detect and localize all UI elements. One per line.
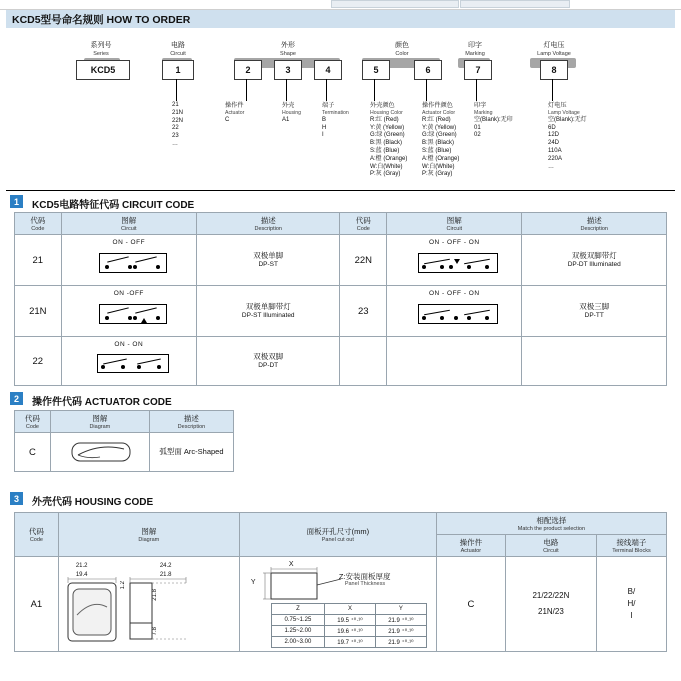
cell-housing-diagram bbox=[58, 557, 239, 652]
panel-dim-x: 19.5 ⁺⁰·¹⁰ bbox=[325, 615, 376, 626]
panel-dim-x: 19.7 ⁺⁰·¹⁰ bbox=[325, 637, 376, 648]
circuit-caption: ON -OFF bbox=[113, 290, 144, 297]
panel-dim-row bbox=[271, 615, 426, 626]
table-row bbox=[15, 286, 667, 337]
cell-code: 21 bbox=[15, 235, 62, 286]
th-circuit-right: 图解 Circuit bbox=[387, 213, 522, 235]
panel-axis-x: X bbox=[288, 561, 294, 568]
order-box-housing: 2 bbox=[234, 60, 262, 80]
th-actuator: 操作件 Actuator bbox=[436, 535, 505, 557]
connector-line bbox=[286, 79, 287, 101]
cell-circuit-diagram-empty bbox=[387, 337, 522, 386]
cell-circuit-diagram bbox=[61, 286, 196, 337]
legend-lamp-voltage: 灯电压 Lamp Voltage 空(Blank):无灯 6D 12D 24D 110A 220A … bbox=[548, 102, 587, 170]
actuator-shape-icon bbox=[52, 435, 148, 469]
connector-line bbox=[476, 79, 477, 101]
panel-note-cn: Z:安装面板厚度 bbox=[338, 572, 391, 581]
panel-dim-header-z: Z bbox=[271, 604, 324, 615]
order-box-housing-color: 5 bbox=[362, 60, 390, 80]
cell-code bbox=[340, 337, 387, 386]
dim-side-218: 21.8 bbox=[151, 589, 158, 601]
panel-dim-header-y: Y bbox=[375, 604, 426, 615]
section-title-1: KCD5电路特征代码 CIRCUIT CODE bbox=[32, 200, 195, 211]
group-caption-marking: 印字 Marking bbox=[465, 42, 485, 58]
match-circuit-line: 21N/23 bbox=[538, 607, 564, 616]
circuit-caption: ON - OFF - ON bbox=[429, 290, 480, 297]
legend-marking: 印字 Marking 空(Blank):无印 01 02 bbox=[474, 102, 513, 139]
panel-note-en: Panel Thickness bbox=[344, 581, 386, 587]
legend-actuator: 操作件 Actuator C bbox=[225, 102, 245, 123]
th-terminal-blocks: 接线端子 Terminal Blocks bbox=[596, 535, 666, 557]
section-title-3: 外壳代码 HOUSING CODE bbox=[32, 497, 154, 508]
th-actuator-desc: 描述 Description bbox=[149, 411, 233, 433]
cell-description: 双极单脚带灯 DP-ST Illuminated bbox=[196, 286, 340, 337]
th-code-left: 代码 Code bbox=[15, 213, 62, 235]
dim-top-left-1: 21.2 bbox=[75, 563, 88, 569]
top-strip-segment bbox=[331, 0, 459, 8]
order-box-actuator-color: 6 bbox=[414, 60, 442, 80]
cell-code: 21N bbox=[15, 286, 62, 337]
top-strip bbox=[0, 0, 681, 10]
page-title-band bbox=[6, 10, 675, 28]
panel-dim-y: 21.9 ⁺⁰·¹⁰ bbox=[375, 615, 426, 626]
cell-description: 双极双脚带灯 DP-DT Illuminated bbox=[522, 235, 667, 286]
th-actuator-code: 代码 Code bbox=[15, 411, 51, 433]
order-box-lamp: 8 bbox=[540, 60, 568, 80]
panel-dim-header-x: X bbox=[325, 604, 376, 615]
cell-housing-code: A1 bbox=[15, 557, 59, 652]
housing-code-table bbox=[14, 512, 667, 652]
panel-cutout-icon bbox=[241, 561, 435, 607]
legend-housing: 外壳 Housing A1 bbox=[282, 102, 302, 123]
order-box-termination: 4 bbox=[314, 60, 342, 80]
housing-drawing-icon bbox=[60, 559, 238, 649]
panel-dim-x: 19.6 ⁺⁰·¹⁰ bbox=[325, 626, 376, 637]
group-caption-circuit: 电路 Circuit bbox=[170, 42, 186, 58]
cell-code: 22 bbox=[15, 337, 62, 386]
panel-dim-header-row bbox=[271, 604, 426, 615]
cell-description: 双极双脚 DP-DT bbox=[196, 337, 340, 386]
connector-line bbox=[374, 79, 375, 101]
connector-line bbox=[326, 79, 327, 101]
table-header-row bbox=[15, 213, 667, 235]
dim-side-small: 1.2 bbox=[119, 581, 126, 590]
group-caption-shape: 外形 Shape bbox=[280, 42, 296, 58]
match-terminal-line: H/ bbox=[627, 599, 636, 608]
table-row bbox=[15, 557, 667, 652]
circuit-caption: ON - OFF bbox=[112, 239, 146, 246]
panel-dim-row bbox=[271, 637, 426, 648]
legend-housing-color: 外壳颜色 Housing Color R:红 (Red) Y:黄 (Yellow) G:绿 (Green) B:黑 (Black) S:蓝 (Blue) A:橙 (Orange) W:白(White) P:灰 (Gray) bbox=[370, 102, 408, 178]
panel-dim-z: 2.00~3.00 bbox=[271, 637, 324, 648]
section-number-3: 3 bbox=[10, 492, 23, 505]
th-desc-right: 描述 Description bbox=[522, 213, 667, 235]
group-caption-series: 系列号 Series bbox=[90, 42, 112, 58]
cell-description-empty bbox=[522, 337, 667, 386]
cell-actuator-desc: 弧型面 Arc-Shaped bbox=[149, 433, 233, 472]
group-caption-lamp-voltage: 灯电压 Lamp Voltage bbox=[537, 42, 571, 58]
top-strip-segment bbox=[460, 0, 570, 8]
th-circuit: 电路 Circuit bbox=[505, 535, 596, 557]
cell-circuit-diagram bbox=[387, 235, 522, 286]
table-header-row bbox=[15, 513, 667, 535]
cell-actuator-code: C bbox=[15, 433, 51, 472]
connector-line bbox=[246, 79, 247, 101]
table-row bbox=[15, 337, 667, 386]
circuit-caption: ON - ON bbox=[114, 341, 144, 348]
cell-circuit-diagram bbox=[61, 337, 196, 386]
legend-actuator-color: 操作件颜色 Actuator Color R:红 (Red) Y:黄 (Yellow) G:绿 (Green) B:黑 (Black) S:蓝 (Blue) A:橙 (Orange) W:白(White) P:灰 (Gray) bbox=[422, 102, 460, 178]
panel-dim-z: 0.75~1.25 bbox=[271, 615, 324, 626]
cell-description: 双极单脚 DP-ST bbox=[196, 235, 340, 286]
how-to-order-diagram bbox=[6, 30, 675, 191]
circuit-caption: ON - OFF - ON bbox=[429, 239, 480, 246]
match-terminal-line: B/ bbox=[627, 587, 636, 596]
panel-dim-row bbox=[271, 626, 426, 637]
legend-circuit: 21 21N 22N 22 23 … bbox=[172, 102, 184, 147]
table-row bbox=[15, 433, 234, 472]
panel-dim-y: 21.9 ⁺⁰·¹⁰ bbox=[375, 626, 426, 637]
cell-match-circuit bbox=[505, 557, 596, 652]
cell-description: 双极三脚 DP-TT bbox=[522, 286, 667, 337]
th-actuator-diagram: 图解 Diagram bbox=[50, 411, 149, 433]
section-number-1: 1 bbox=[10, 195, 23, 208]
order-box-circuit: 1 bbox=[162, 60, 194, 80]
dim-top-right-2: 21.8 bbox=[159, 572, 172, 578]
th-match-selection: 相配选择 Match the product selection bbox=[436, 513, 666, 535]
page-title: KCD5型号命名规则 HOW TO ORDER bbox=[12, 13, 191, 26]
panel-dimension-table bbox=[271, 603, 427, 648]
th-circuit-left: 图解 Circuit bbox=[61, 213, 196, 235]
order-box-marking: 7 bbox=[464, 60, 492, 80]
section-number-2: 2 bbox=[10, 392, 23, 405]
section-title-2: 操作件代码 ACTUATOR CODE bbox=[32, 397, 172, 408]
legend-termination: 端子 Termination B H I bbox=[322, 102, 349, 139]
cell-circuit-diagram bbox=[61, 235, 196, 286]
th-housing-code: 代码 Code bbox=[15, 513, 59, 557]
dim-top-right-1: 24.2 bbox=[159, 563, 172, 569]
panel-dim-z: 1.25~2.00 bbox=[271, 626, 324, 637]
panel-axis-y: Y bbox=[250, 579, 256, 586]
dim-side-78: 7.8 bbox=[151, 627, 158, 636]
cell-panel-cutout bbox=[239, 557, 436, 652]
cell-actuator-diagram bbox=[50, 433, 149, 472]
th-code-right: 代码 Code bbox=[340, 213, 387, 235]
panel-dim-y: 21.9 ⁺⁰·¹⁰ bbox=[375, 637, 426, 648]
table-header-row bbox=[15, 411, 234, 433]
cell-code: 23 bbox=[340, 286, 387, 337]
th-housing-diagram: 图解 Diagram bbox=[58, 513, 239, 557]
connector-line bbox=[426, 79, 427, 101]
group-caption-color: 颜色 Color bbox=[395, 42, 409, 58]
cell-circuit-diagram bbox=[387, 286, 522, 337]
th-panel-cutout: 面板开孔尺寸(mm) Panel cut out bbox=[239, 513, 436, 557]
table-row bbox=[15, 235, 667, 286]
order-box-shape3: 3 bbox=[274, 60, 302, 80]
circuit-code-table bbox=[14, 212, 667, 386]
match-circuit-line: 21/22/22N bbox=[532, 591, 570, 600]
connector-line bbox=[552, 79, 553, 101]
th-desc-left: 描述 Description bbox=[196, 213, 340, 235]
actuator-code-table bbox=[14, 410, 234, 472]
dim-top-left-2: 19.4 bbox=[75, 572, 88, 578]
connector-line bbox=[176, 79, 177, 101]
cell-code: 22N bbox=[340, 235, 387, 286]
match-terminal-line: I bbox=[630, 611, 633, 620]
cell-match-terminal bbox=[596, 557, 666, 652]
cell-match-actuator: C bbox=[436, 557, 505, 652]
order-box-series: KCD5 bbox=[76, 60, 130, 80]
